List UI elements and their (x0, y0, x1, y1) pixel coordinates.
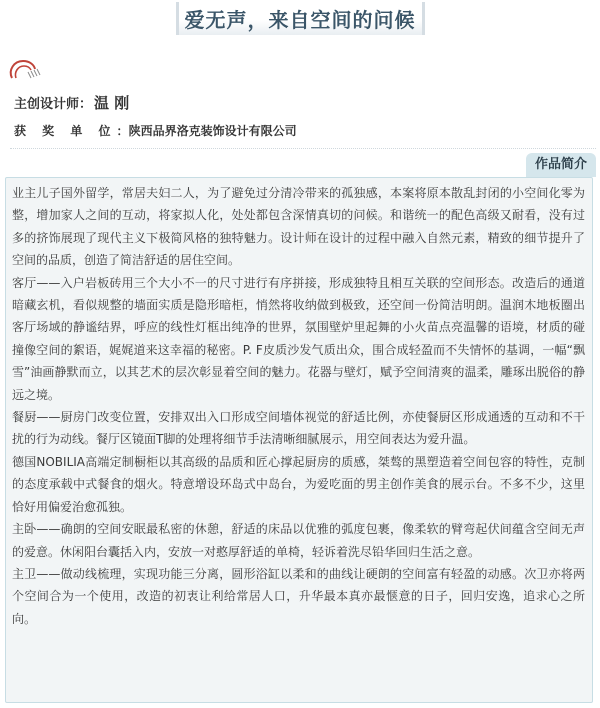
section-tab: 作品简介 (526, 153, 596, 177)
description-paragraph: 德国NOBILIA高端定制橱柜以其高级的品质和匠心撑起厨房的质感，桀骜的黑塑造着空间包容的特性，克制的态度承载中式餐食的烟火。特意增设环岛式中岛台，为爱吃面的男主创作美食的展示台。不多不少，这里恰好用偏爱治愈孤独。 (12, 454, 585, 514)
award-label: 获 奖 单 位 (14, 124, 117, 138)
description-paragraph: 餐厨——厨房门改变位置，安排双出入口形成空间墙体视觉的舒适比例，亦使餐厨区形成通透的互动和不干扰的行为动线。餐厅区镜面T脚的处理将细节手法清晰细腻展示，用空间表达为爱升温。 (12, 410, 585, 447)
divider (10, 148, 596, 149)
award-separator: ： (116, 124, 129, 138)
designer-line (14, 92, 129, 113)
designer-label: 主创设计师： (14, 97, 93, 112)
description-paragraph: 业主儿子国外留学，常居夫妇二人，为了避免过分清冷带来的孤独感，本案将原本散乱封闭的小空间化零为整，增加家人之间的互动，将家拟人化，处处都包含深情真切的问候。和谐统一的配色高级又耐看，没有过多的挤饰展现了现代主义下极简风格的独特魅力。设计师在设计的过程中融入自然元素，精致的细节提升了空间的品质，创造了简洁舒适的居住空间。 (12, 186, 585, 268)
award-value: 陕西品界洛克装饰设计有限公司 (128, 124, 297, 138)
description-paragraph: 客厅——入户岩板砖用三个大小不一的尺寸进行有序拼接，形成独特且相互关联的空间形态。改造后的通道暗藏玄机，看似规整的墙面实质是隐形暗柜，悄然将收纳做到极致，还空间一份简洁明朗。温润木地板圈出客厅场域的静谧结界，呼应的线性灯框出纯净的世界，氛围壁炉里起舞的小火苗点亮温馨的语境，材质的碰撞像空间的絮语，娓娓道来这幸福的秘密。P. F皮质沙发气质出众，围合成轻盈而不失情怀的基调，一幅“飘雪”油画静默而立，以其艺术的层次彰显着空间的魅力。花器与壁灯，赋予空间清爽的温柔，雕琢出脱俗的静远之境。 (12, 275, 585, 402)
swirl-logo-icon (6, 56, 44, 82)
description-paragraph: 主卫——做动线梳理，实现功能三分离，圆形浴缸以柔和的曲线让硬朗的空间富有轻盈的动感。次卫亦将两个空间合为一个使用，改造的初衷让利给常居人口，升华最本真亦最惬意的日子，回归安逸，追求心之所向。 (12, 566, 585, 626)
page-title-wrap (0, 2, 600, 35)
description-box (5, 177, 593, 703)
award-line (14, 122, 297, 139)
description-paragraph: 主卧——确朗的空间安眠最私密的休憩，舒适的床品以优雅的弧度包裹，像柔软的臂弯起伏间蕴含空间无声的爱意。休闲阳台囊括入内，安放一对憨厚舒适的单椅，轻诉着洗尽铅华回归生活之意。 (12, 522, 585, 559)
page-title: 爱无声，来自空间的问候 (176, 2, 425, 35)
designer-name: 温 刚 (94, 94, 130, 112)
